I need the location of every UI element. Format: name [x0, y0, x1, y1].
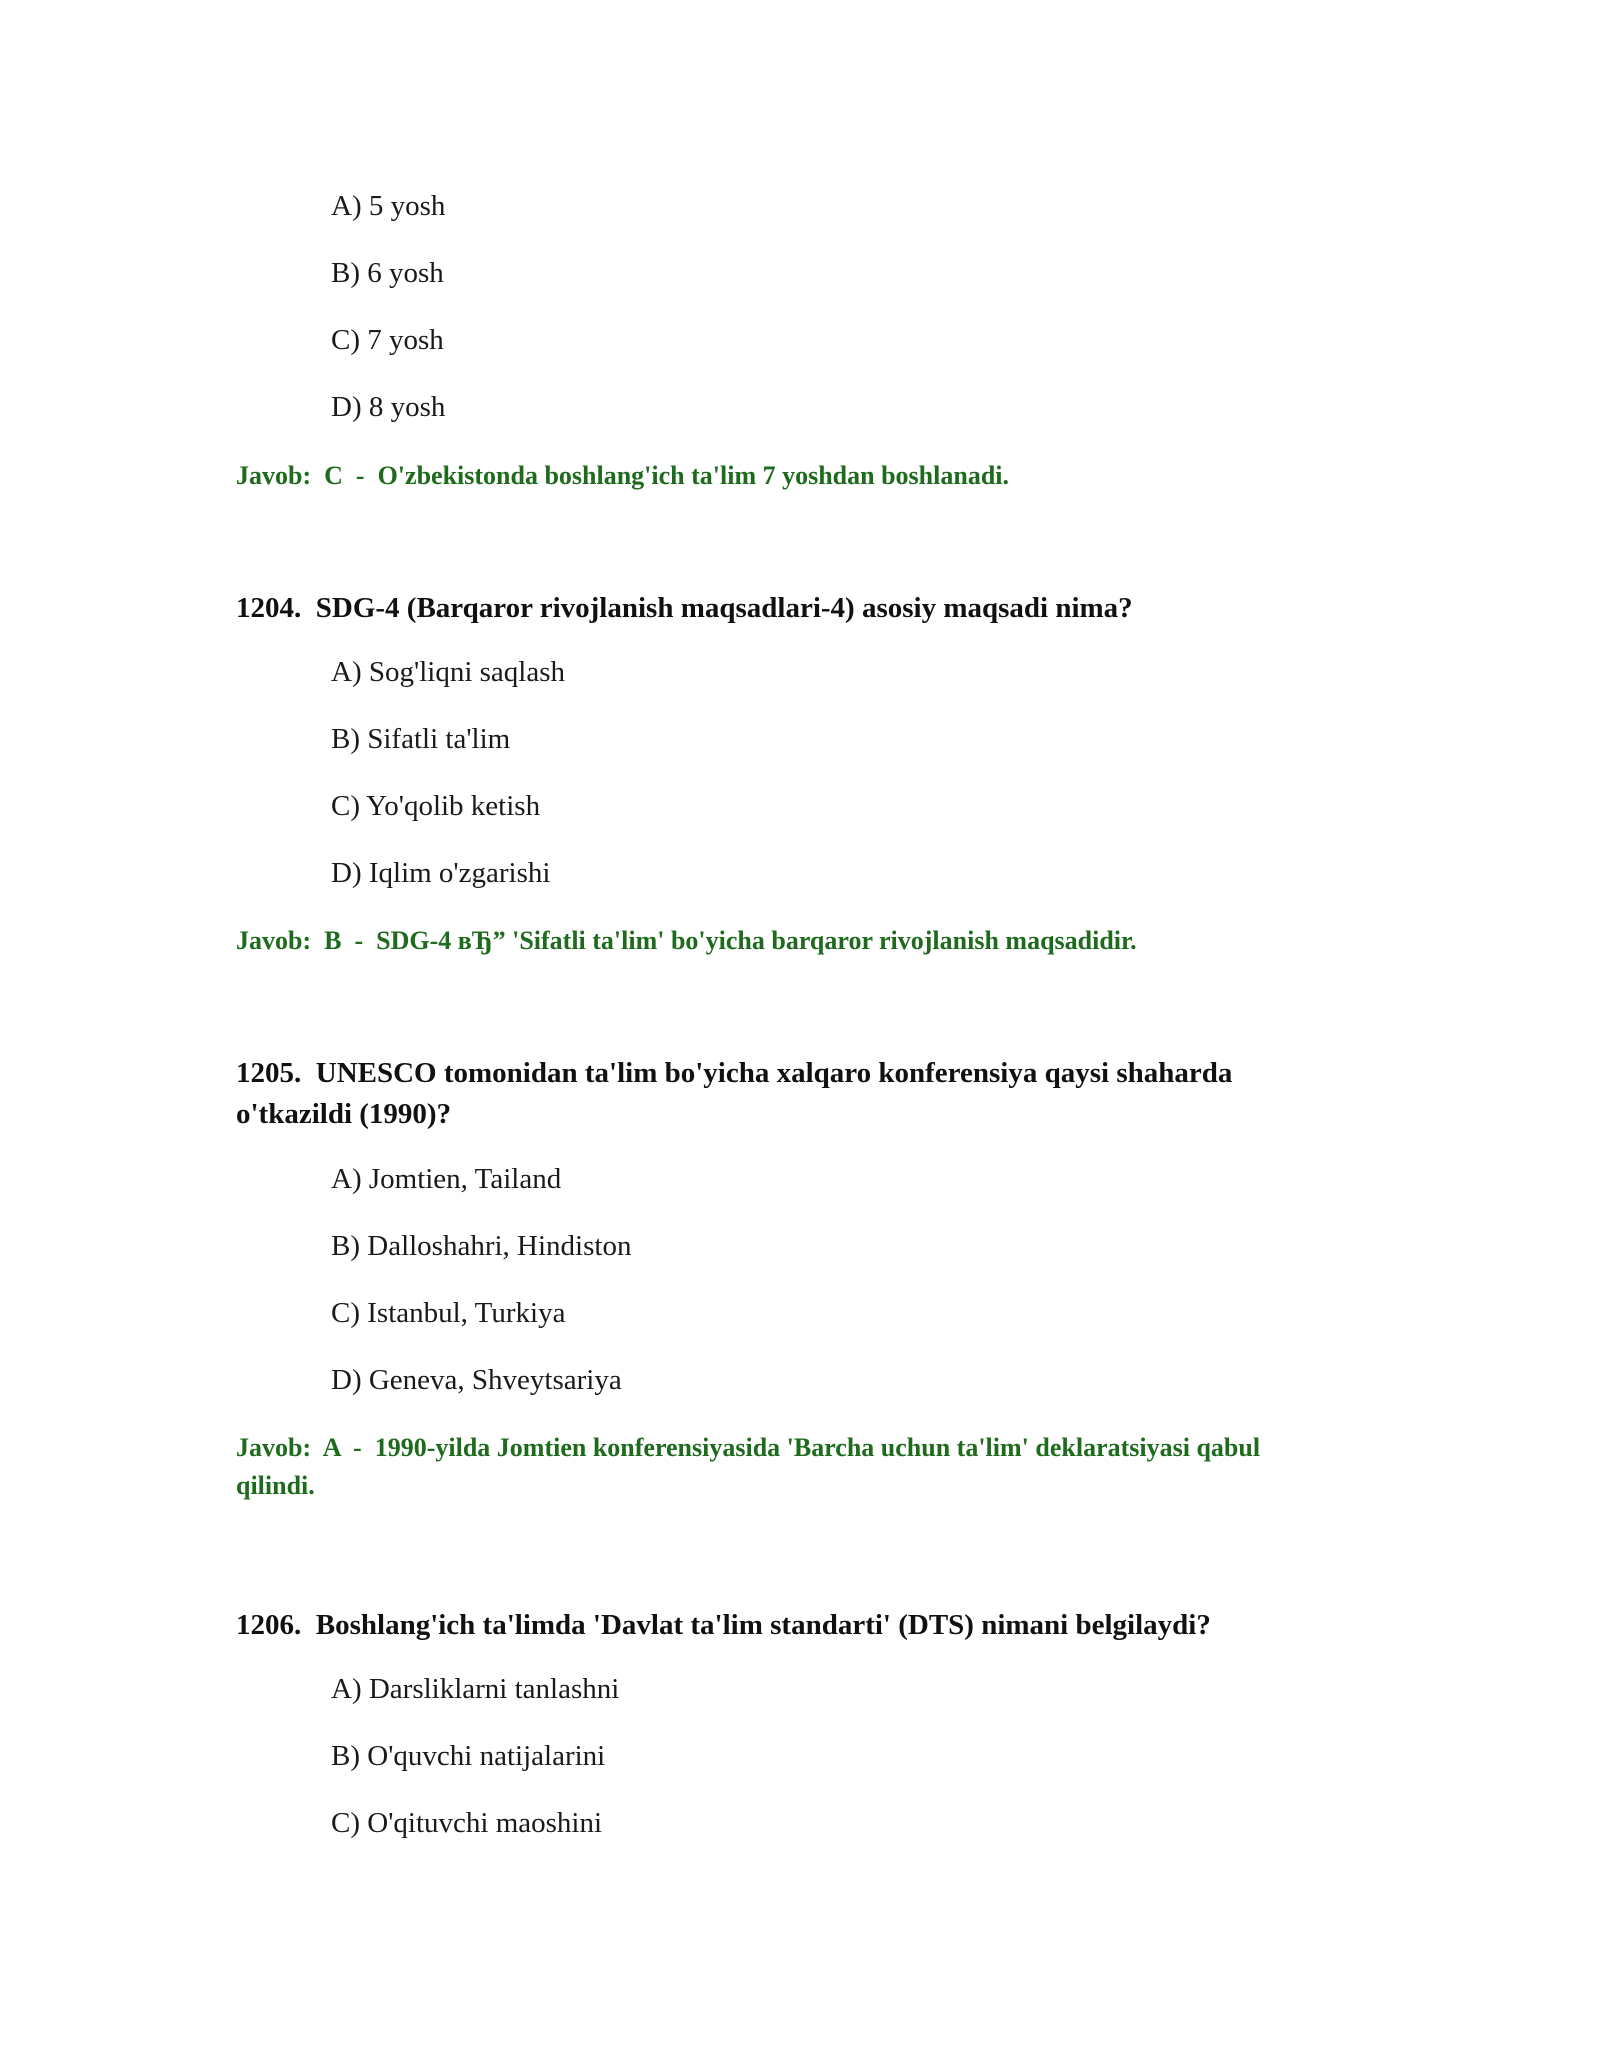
answer-dash: -	[355, 461, 365, 490]
answer-line	[236, 1429, 1336, 1505]
question-number: 1205.	[236, 1057, 302, 1089]
answer-line	[236, 922, 1336, 960]
option-c: C) 7 yosh	[331, 324, 444, 356]
answer-letter: C	[324, 461, 343, 490]
question-text: SDG-4 (Barqaror rivojlanish maqsadlari-4) asosiy maqsadi nima?	[315, 592, 1133, 624]
answer-dash: -	[354, 926, 364, 955]
option-b: B) 6 yosh	[331, 257, 444, 289]
option-d: D) Geneva, Shveytsariya	[331, 1364, 622, 1396]
answer-line	[236, 457, 1336, 495]
answer-letter: B	[324, 926, 342, 955]
question-text: Boshlang'ich ta'limda 'Davlat ta'lim standarti' (DTS) nimani belgilaydi?	[315, 1609, 1211, 1641]
answer-explanation: 1990-yilda Jomtien konferensiyasida 'Barcha uchun ta'lim' deklaratsiyasi qabul qilindi.	[236, 1433, 1261, 1500]
question-heading	[236, 588, 1346, 629]
option-b: B) Dalloshahri, Hindiston	[331, 1230, 632, 1262]
answer-prefix: Javob:	[236, 1433, 312, 1462]
option-a: A) Darsliklarni tanlashni	[331, 1673, 620, 1705]
question-heading	[236, 1605, 1346, 1646]
answer-letter: A	[322, 1433, 341, 1462]
option-a: A) 5 yosh	[331, 190, 446, 222]
answer-prefix: Javob:	[236, 461, 312, 490]
answer-dash: -	[353, 1433, 362, 1462]
question-number: 1204.	[236, 592, 302, 624]
option-d: D) Iqlim o'zgarishi	[331, 857, 551, 889]
option-d: D) 8 yosh	[331, 391, 446, 423]
answer-explanation: O'zbekistonda boshlang'ich ta'lim 7 yoshdan boshlanadi.	[377, 461, 1010, 490]
option-c: C) O'qituvchi maoshini	[331, 1807, 603, 1839]
option-b: B) O'quvchi natijalarini	[331, 1740, 606, 1772]
option-c: C) Yo'qolib ketish	[331, 790, 541, 822]
option-c: C) Istanbul, Turkiya	[331, 1297, 566, 1329]
question-number: 1206.	[236, 1609, 302, 1641]
question-heading	[236, 1053, 1346, 1135]
answer-prefix: Javob:	[236, 926, 312, 955]
option-a: A) Jomtien, Tailand	[331, 1163, 562, 1195]
answer-explanation: SDG-4 вЂ” 'Sifatli ta'lim' bo'yicha barqaror rivojlanish maqsadidir.	[376, 926, 1137, 955]
option-a: A) Sog'liqni saqlash	[331, 656, 565, 688]
option-b: B) Sifatli ta'lim	[331, 723, 511, 755]
question-text: UNESCO tomonidan ta'lim bo'yicha xalqaro konferensiya qaysi shaharda o'tkazildi (1990)?	[236, 1057, 1233, 1130]
